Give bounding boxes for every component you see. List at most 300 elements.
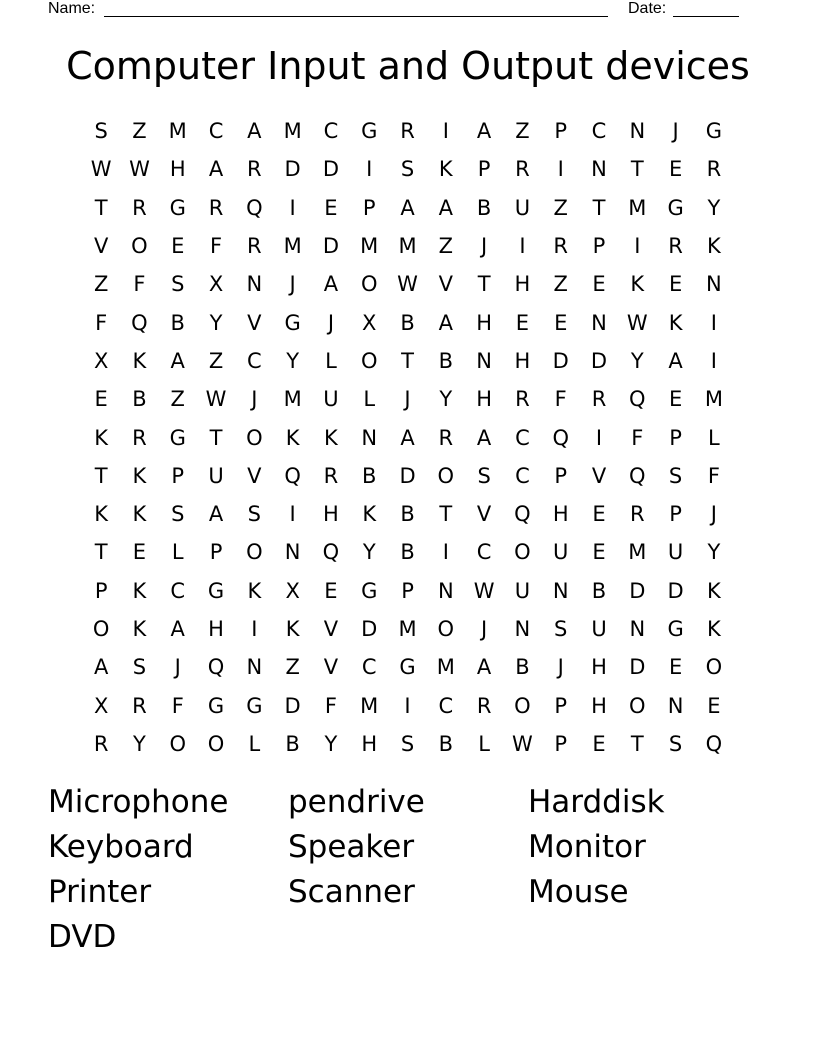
grid-letter[interactable]: O: [207, 731, 225, 756]
grid-letter[interactable]: J: [481, 617, 488, 641]
grid-letter[interactable]: Z: [93, 272, 109, 297]
grid-letter[interactable]: R: [132, 693, 147, 718]
grid-letter[interactable]: A: [476, 119, 492, 144]
grid-letter[interactable]: B: [132, 387, 147, 412]
grid-letter[interactable]: T: [630, 157, 644, 182]
grid-letter[interactable]: W: [129, 157, 150, 182]
grid-letter[interactable]: P: [209, 540, 223, 565]
grid-letter[interactable]: S: [171, 502, 185, 527]
header: [48, 0, 744, 20]
grid-letter[interactable]: A: [476, 425, 492, 450]
grid-letter[interactable]: Z: [515, 119, 530, 144]
grid-letter[interactable]: K: [132, 578, 147, 603]
grid-letter[interactable]: E: [668, 272, 683, 297]
grid-letter[interactable]: S: [247, 502, 261, 527]
grid-letter[interactable]: C: [476, 540, 492, 565]
grid-letter[interactable]: K: [707, 578, 721, 603]
grid-letter[interactable]: I: [289, 502, 296, 527]
grid-letter[interactable]: O: [437, 617, 455, 641]
grid-letter[interactable]: I: [442, 540, 449, 565]
grid-letter[interactable]: P: [669, 425, 682, 450]
grid-letter[interactable]: N: [552, 578, 569, 603]
grid-letter[interactable]: D: [399, 463, 416, 488]
grid-letter[interactable]: K: [132, 617, 147, 641]
grid-letter[interactable]: A: [438, 195, 453, 220]
grid-letter[interactable]: T: [401, 348, 414, 373]
grid-letter[interactable]: I: [710, 348, 717, 373]
grid-letter[interactable]: U: [514, 578, 531, 603]
grid-letter[interactable]: K: [132, 463, 147, 488]
grid-letter[interactable]: U: [667, 540, 684, 565]
grid-letter[interactable]: M: [628, 540, 647, 565]
grid-letter[interactable]: S: [477, 463, 491, 488]
grid-letter[interactable]: W: [205, 387, 227, 412]
grid-letter[interactable]: U: [208, 463, 224, 488]
grid-letter[interactable]: N: [629, 119, 646, 144]
grid-letter[interactable]: G: [169, 425, 186, 450]
grid-letter[interactable]: E: [554, 310, 568, 335]
grid-letter[interactable]: M: [704, 387, 723, 412]
grid-letter[interactable]: O: [629, 693, 646, 718]
grid-letter[interactable]: N: [514, 617, 531, 641]
grid-letter[interactable]: A: [247, 119, 262, 144]
grid-letter[interactable]: N: [591, 157, 607, 182]
grid-letter[interactable]: I: [634, 234, 641, 259]
grid-letter[interactable]: H: [169, 157, 186, 182]
grid-letter[interactable]: E: [592, 540, 606, 565]
grid-letter[interactable]: V: [438, 272, 453, 297]
grid-letter[interactable]: M: [283, 387, 302, 412]
grid-letter[interactable]: V: [323, 617, 339, 641]
grid-letter[interactable]: O: [131, 234, 148, 259]
grid-letter[interactable]: S: [400, 157, 415, 182]
grid-letter[interactable]: O: [92, 617, 110, 641]
word-bank-item: Monitor: [528, 829, 646, 865]
grid-letter[interactable]: P: [401, 578, 414, 603]
grid-letter[interactable]: R: [438, 425, 454, 450]
grid-letter[interactable]: X: [285, 578, 300, 603]
grid-letter[interactable]: M: [398, 617, 417, 641]
grid-letter[interactable]: T: [209, 425, 223, 450]
grid-letter[interactable]: B: [476, 195, 492, 220]
grid-letter[interactable]: Z: [132, 119, 147, 144]
grid-letter[interactable]: T: [94, 195, 108, 220]
grid-letter[interactable]: G: [169, 195, 186, 220]
grid-letter[interactable]: E: [707, 693, 721, 718]
grid-letter[interactable]: O: [169, 731, 186, 756]
grid-letter[interactable]: R: [400, 119, 415, 144]
grid-letter[interactable]: P: [554, 731, 568, 756]
grid-letter[interactable]: N: [361, 425, 378, 450]
grid-letter[interactable]: C: [515, 425, 530, 450]
word-bank-item: DVD: [48, 919, 117, 955]
grid-letter[interactable]: B: [591, 578, 607, 603]
grid-letter[interactable]: J: [710, 502, 717, 527]
grid-letter[interactable]: I: [442, 119, 449, 144]
grid-letter[interactable]: O: [514, 540, 531, 565]
grid-letter[interactable]: Y: [324, 731, 338, 756]
grid-letter[interactable]: B: [400, 502, 415, 527]
name-blank-line[interactable]: [104, 16, 608, 17]
grid-letter[interactable]: S: [171, 272, 185, 297]
grid-letter[interactable]: D: [322, 157, 340, 182]
grid-letter[interactable]: Q: [629, 387, 646, 412]
grid-letter[interactable]: J: [404, 387, 411, 412]
grid-letter[interactable]: H: [323, 502, 339, 527]
grid-letter[interactable]: N: [476, 348, 492, 373]
grid-letter[interactable]: I: [289, 195, 296, 220]
grid-letter[interactable]: H: [476, 387, 493, 412]
grid-letter[interactable]: J: [251, 387, 258, 412]
grid-letter[interactable]: R: [706, 157, 722, 182]
grid-letter[interactable]: I: [557, 157, 564, 182]
grid-letter[interactable]: V: [247, 463, 262, 488]
grid-letter[interactable]: H: [514, 348, 531, 373]
grid-letter[interactable]: J: [289, 272, 296, 297]
grid-letter[interactable]: J: [481, 234, 488, 259]
grid-letter[interactable]: M: [628, 195, 647, 220]
grid-letter[interactable]: I: [710, 310, 717, 335]
grid-letter[interactable]: T: [592, 195, 606, 220]
grid-letter[interactable]: K: [324, 425, 338, 450]
grid-letter[interactable]: G: [207, 693, 225, 718]
grid-letter[interactable]: Z: [438, 234, 454, 259]
grid-letter[interactable]: A: [476, 655, 492, 680]
grid-letter[interactable]: H: [361, 731, 378, 756]
grid-letter[interactable]: B: [438, 348, 454, 373]
grid-letter[interactable]: Q: [514, 502, 531, 527]
grid-letter[interactable]: W: [626, 310, 648, 335]
grid-letter[interactable]: C: [361, 655, 377, 680]
grid-letter[interactable]: D: [629, 578, 646, 603]
grid-letter[interactable]: D: [361, 617, 378, 641]
grid-letter[interactable]: V: [476, 502, 492, 527]
grid-letter[interactable]: N: [706, 272, 722, 297]
grid-letter[interactable]: X: [362, 310, 377, 335]
grid-letter[interactable]: O: [246, 540, 263, 565]
grid-letter[interactable]: H: [591, 693, 607, 718]
grid-letter[interactable]: P: [592, 234, 606, 259]
grid-letter[interactable]: A: [93, 655, 109, 680]
grid-letter[interactable]: P: [554, 119, 568, 144]
grid-letter[interactable]: D: [629, 655, 646, 680]
grid-letter[interactable]: W: [512, 731, 533, 756]
grid-letter[interactable]: P: [669, 502, 682, 527]
grid-letter[interactable]: L: [708, 425, 720, 450]
grid-letter[interactable]: L: [248, 731, 261, 756]
grid-letter[interactable]: Z: [553, 195, 568, 220]
grid-letter[interactable]: H: [476, 310, 493, 335]
grid-letter[interactable]: I: [595, 425, 603, 450]
grid-letter[interactable]: Q: [207, 655, 225, 680]
grid-letter[interactable]: Y: [209, 310, 223, 335]
grid-letter[interactable]: R: [476, 693, 492, 718]
grid-letter[interactable]: U: [553, 540, 569, 565]
grid-letter[interactable]: A: [170, 617, 185, 641]
grid-letter[interactable]: K: [132, 348, 147, 373]
grid-letter[interactable]: G: [705, 119, 723, 144]
grid-letter[interactable]: H: [514, 272, 531, 297]
grid-letter[interactable]: M: [283, 234, 302, 259]
word-bank-item: Speaker: [288, 829, 415, 865]
grid-letter[interactable]: Z: [208, 348, 224, 373]
grid-letter[interactable]: S: [94, 119, 108, 144]
grid-letter[interactable]: P: [94, 578, 108, 603]
grid-letter[interactable]: Y: [630, 348, 644, 373]
grid-letter[interactable]: P: [554, 693, 568, 718]
grid-letter[interactable]: G: [361, 578, 378, 603]
grid-letter[interactable]: E: [132, 540, 147, 565]
grid-letter[interactable]: L: [478, 731, 490, 756]
grid-letter[interactable]: Y: [286, 348, 300, 373]
grid-letter[interactable]: H: [591, 655, 607, 680]
grid-letter[interactable]: K: [94, 502, 109, 527]
word-bank-item: pendrive: [288, 784, 425, 820]
grid-letter[interactable]: O: [360, 348, 378, 373]
grid-letter[interactable]: Q: [131, 310, 148, 335]
grid-letter[interactable]: P: [171, 463, 185, 488]
grid-letter[interactable]: G: [246, 693, 263, 718]
grid-letter[interactable]: H: [208, 617, 224, 641]
grid-letter[interactable]: W: [473, 578, 495, 603]
grid-letter[interactable]: Y: [362, 540, 376, 565]
grid-letter[interactable]: E: [668, 387, 683, 412]
grid-letter[interactable]: G: [399, 655, 416, 680]
grid-letter[interactable]: S: [668, 463, 683, 488]
grid-letter[interactable]: E: [515, 310, 530, 335]
grid-letter[interactable]: C: [247, 348, 262, 373]
grid-letter[interactable]: E: [668, 157, 683, 182]
grid-letter[interactable]: P: [477, 157, 491, 182]
grid-letter[interactable]: D: [590, 348, 608, 373]
grid-letter[interactable]: C: [208, 119, 224, 144]
grid-letter[interactable]: G: [667, 617, 684, 641]
grid-letter[interactable]: N: [246, 272, 263, 297]
date-blank-line[interactable]: [673, 16, 739, 17]
grid-letter[interactable]: N: [437, 578, 454, 603]
grid-letter[interactable]: L: [171, 540, 184, 565]
grid-letter[interactable]: F: [554, 387, 567, 412]
grid-letter[interactable]: Z: [285, 655, 300, 680]
grid-letter[interactable]: W: [397, 272, 418, 297]
grid-letter[interactable]: B: [438, 731, 454, 756]
grid-letter[interactable]: N: [246, 655, 263, 680]
grid-letter[interactable]: E: [324, 195, 338, 220]
grid-letter[interactable]: J: [174, 655, 181, 680]
grid-letter[interactable]: K: [94, 425, 109, 450]
grid-letter[interactable]: A: [323, 272, 339, 297]
grid-letter[interactable]: C: [438, 693, 454, 718]
grid-letter[interactable]: K: [707, 234, 721, 259]
grid-letter[interactable]: R: [93, 731, 109, 756]
grid-letter[interactable]: A: [400, 195, 415, 220]
grid-letter[interactable]: F: [133, 272, 146, 297]
grid-letter[interactable]: N: [629, 617, 646, 641]
grid-letter[interactable]: E: [668, 655, 683, 680]
grid-letter[interactable]: Q: [284, 463, 301, 488]
grid-letter[interactable]: C: [323, 119, 339, 144]
grid-letter[interactable]: R: [208, 195, 224, 220]
grid-letter[interactable]: D: [284, 693, 301, 718]
grid-letter[interactable]: A: [170, 348, 185, 373]
grid-letter[interactable]: F: [707, 463, 720, 488]
grid-letter[interactable]: T: [630, 731, 644, 756]
grid-letter[interactable]: A: [400, 425, 415, 450]
grid-letter[interactable]: G: [361, 119, 378, 144]
grid-letter[interactable]: X: [208, 272, 224, 297]
grid-letter[interactable]: K: [668, 310, 683, 335]
grid-letter[interactable]: G: [207, 578, 225, 603]
grid-letter[interactable]: E: [171, 234, 185, 259]
grid-letter[interactable]: L: [363, 387, 376, 412]
grid-letter[interactable]: Z: [170, 387, 185, 412]
grid-letter[interactable]: F: [324, 693, 337, 718]
grid-letter[interactable]: B: [400, 540, 415, 565]
grid-letter[interactable]: V: [247, 310, 262, 335]
grid-letter[interactable]: Y: [707, 540, 721, 565]
grid-letter[interactable]: F: [171, 693, 184, 718]
grid-letter[interactable]: K: [362, 502, 377, 527]
grid-letter[interactable]: X: [93, 693, 109, 718]
grid-letter[interactable]: I: [404, 693, 411, 718]
grid-letter[interactable]: O: [514, 693, 531, 718]
grid-letter[interactable]: T: [94, 463, 108, 488]
grid-letter[interactable]: Q: [552, 425, 569, 450]
grid-letter[interactable]: N: [591, 310, 607, 335]
grid-letter[interactable]: T: [477, 272, 491, 297]
grid-letter[interactable]: V: [93, 234, 109, 259]
grid-letter[interactable]: E: [592, 502, 606, 527]
grid-letter[interactable]: F: [631, 425, 644, 450]
grid-letter[interactable]: D: [322, 234, 340, 259]
grid-letter[interactable]: N: [284, 540, 301, 565]
grid-letter[interactable]: S: [400, 731, 415, 756]
grid-letter[interactable]: S: [132, 655, 147, 680]
grid-letter[interactable]: J: [672, 119, 679, 144]
grid-letter[interactable]: R: [132, 425, 147, 450]
grid-letter[interactable]: R: [247, 157, 262, 182]
grid-letter[interactable]: K: [132, 502, 147, 527]
grid-letter[interactable]: M: [360, 693, 379, 718]
grid-letter[interactable]: T: [94, 540, 108, 565]
grid-letter[interactable]: K: [285, 617, 300, 641]
grid-letter[interactable]: J: [557, 655, 564, 680]
grid-letter[interactable]: N: [667, 693, 684, 718]
grid-letter[interactable]: B: [285, 731, 300, 756]
grid-letter[interactable]: X: [93, 348, 109, 373]
grid-letter[interactable]: E: [94, 387, 108, 412]
grid-letter[interactable]: F: [95, 310, 108, 335]
grid-letter[interactable]: R: [132, 195, 147, 220]
grid-letter[interactable]: O: [360, 272, 378, 297]
grid-letter[interactable]: B: [362, 463, 377, 488]
grid-letter[interactable]: Q: [246, 195, 263, 220]
grid-letter[interactable]: R: [668, 234, 683, 259]
grid-letter[interactable]: R: [515, 387, 530, 412]
grid-letter[interactable]: Y: [707, 195, 721, 220]
grid-letter[interactable]: R: [247, 234, 262, 259]
grid-letter[interactable]: G: [284, 310, 301, 335]
grid-letter[interactable]: B: [170, 310, 185, 335]
grid-letter[interactable]: S: [668, 731, 683, 756]
grid-letter[interactable]: K: [707, 617, 721, 641]
grid-letter[interactable]: B: [515, 655, 530, 680]
word-bank: [48, 780, 768, 960]
grid-letter[interactable]: R: [630, 502, 645, 527]
grid-letter[interactable]: Q: [629, 463, 646, 488]
grid-letter[interactable]: O: [705, 655, 723, 680]
grid-letter[interactable]: E: [324, 578, 338, 603]
grid-letter[interactable]: U: [514, 195, 531, 220]
grid-letter[interactable]: J: [327, 310, 335, 335]
grid-letter[interactable]: K: [285, 425, 300, 450]
grid-letter[interactable]: P: [362, 195, 376, 220]
grid-letter[interactable]: A: [208, 502, 224, 527]
grid-letter[interactable]: V: [323, 655, 339, 680]
grid-letter[interactable]: M: [283, 119, 302, 144]
grid-letter[interactable]: I: [366, 157, 373, 182]
grid-letter[interactable]: I: [519, 234, 526, 259]
word-bank-item: Microphone: [48, 784, 229, 820]
grid-letter[interactable]: E: [592, 731, 606, 756]
grid-letter[interactable]: V: [591, 463, 607, 488]
grid-letter[interactable]: O: [246, 425, 263, 450]
grid-letter[interactable]: F: [209, 234, 223, 259]
grid-letter[interactable]: M: [360, 234, 379, 259]
grid-letter[interactable]: Q: [322, 540, 340, 565]
grid-letter[interactable]: A: [438, 310, 453, 335]
grid-letter[interactable]: U: [591, 617, 607, 641]
grid-letter[interactable]: W: [90, 157, 112, 182]
word-search-grid: [82, 112, 733, 763]
grid-letter[interactable]: M: [168, 119, 187, 144]
grid-letter[interactable]: R: [553, 234, 568, 259]
grid-letter[interactable]: O: [437, 463, 455, 488]
grid-letter[interactable]: U: [323, 387, 339, 412]
grid-letter[interactable]: B: [400, 310, 415, 335]
grid-letter[interactable]: R: [591, 387, 607, 412]
grid-letter[interactable]: R: [323, 463, 339, 488]
grid-letter[interactable]: Y: [133, 731, 146, 756]
grid-letter[interactable]: C: [170, 578, 186, 603]
grid-letter[interactable]: A: [208, 157, 224, 182]
grid-letter[interactable]: D: [667, 578, 684, 603]
grid-letter[interactable]: M: [398, 234, 417, 259]
grid-letter[interactable]: K: [247, 578, 262, 603]
grid-letter[interactable]: T: [439, 502, 453, 527]
grid-letter[interactable]: C: [515, 463, 530, 488]
grid-letter[interactable]: Q: [705, 731, 723, 756]
grid-letter[interactable]: H: [552, 502, 569, 527]
grid-letter[interactable]: L: [325, 348, 337, 373]
grid-letter[interactable]: D: [552, 348, 569, 373]
grid-letter[interactable]: K: [438, 157, 453, 182]
grid-letter[interactable]: A: [668, 348, 683, 373]
grid-letter[interactable]: C: [591, 119, 607, 144]
grid-letter[interactable]: Z: [553, 272, 568, 297]
grid-letter[interactable]: I: [251, 617, 258, 641]
grid-letter[interactable]: R: [515, 157, 530, 182]
grid-letter[interactable]: G: [667, 195, 684, 220]
grid-letter[interactable]: M: [436, 655, 455, 680]
grid-letter[interactable]: Y: [439, 387, 453, 412]
grid-letter[interactable]: E: [592, 272, 606, 297]
grid-letter[interactable]: S: [554, 617, 568, 641]
grid-letter[interactable]: D: [284, 157, 301, 182]
grid-letter[interactable]: K: [630, 272, 645, 297]
word-bank-item: Scanner: [288, 874, 415, 910]
grid-letter[interactable]: P: [554, 463, 568, 488]
